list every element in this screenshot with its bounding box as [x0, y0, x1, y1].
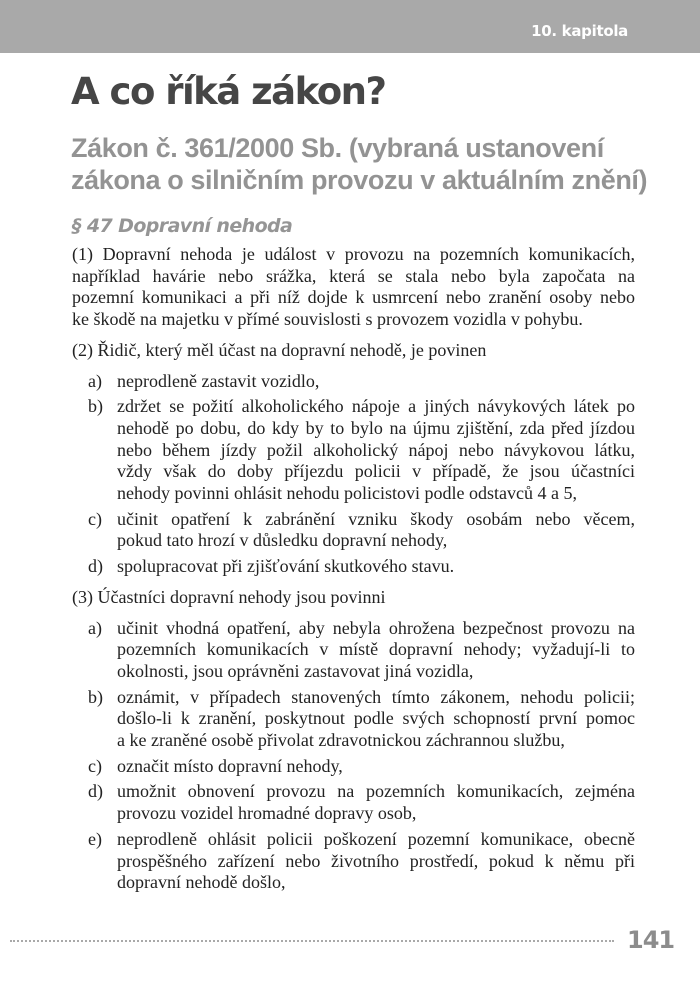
text-line: (3) Účastníci dopravní nehody jsou povinni [72, 586, 386, 607]
page-number: 141 [627, 926, 675, 954]
page-content [71, 70, 681, 898]
text-line: pokud tato hrozí v důsledku dopravní nehody, [117, 530, 448, 551]
text-line: spolupracovat při zjišťování skutkového stavu. [117, 556, 455, 577]
list-item-label: b) [88, 396, 103, 417]
list-item-label: a) [88, 370, 102, 391]
text-line: zdržet se požití alkoholického nápoje a jiných návykových látek po [117, 396, 635, 417]
text-line: oznámit, v případech stanovených tímto zákonem, nehodu policii; [117, 686, 635, 707]
chapter-label: 10. kapitola [531, 22, 628, 40]
text-line: a ke zraněné osobě přivolat zdravotnickou záchrannou službu, [117, 730, 565, 751]
list-item-label: d) [88, 781, 103, 802]
list-item [72, 618, 635, 683]
text-line: ke škodě na majetku v přímé souvislosti s provozem vozidla v pohybu. [72, 309, 583, 330]
text-line: učinit opatření k zabránění vzniku škody osobám nebo věcem, [117, 508, 635, 529]
list-item-label: c) [88, 508, 102, 529]
list-item-label: c) [88, 755, 102, 776]
list-item [72, 829, 635, 894]
list-item [72, 371, 635, 393]
list-item [72, 556, 635, 578]
list-item [72, 396, 635, 505]
paragraph [72, 587, 635, 609]
text-line: prospěšného zařízení nebo životního prostředí, pokud k němu při [117, 850, 635, 871]
text-line: okolnosti, jsou oprávněni zastavovat jiná vozidla, [117, 660, 474, 681]
chapter-header-bar [0, 0, 700, 53]
footer-dotted-divider [10, 940, 614, 942]
page-title: A co říká zákon? [71, 70, 386, 113]
list-item [72, 687, 635, 752]
text-line: došlo-li k zranění, poskytnout podle svých schopností první pomoc [117, 708, 635, 729]
list-item [72, 509, 635, 552]
list-item-label: b) [88, 686, 103, 707]
text-line: nebo během jízdy požil alkoholický nápoj nebo návykovou látku, [117, 439, 635, 460]
text-line: učinit vhodná opatření, aby nebyla ohrožena bezpečnost provozu na [117, 617, 635, 638]
text-line: označit místo dopravní nehody, [117, 755, 343, 776]
text-line: umožnit obnovení provozu na pozemních komunikacích, zejména [117, 781, 635, 802]
section-heading: § 47 Dopravní nehoda [72, 215, 293, 237]
list-item [72, 781, 635, 824]
law-text [72, 244, 635, 894]
text-line: neprodleně zastavit vozidlo, [117, 370, 320, 391]
list-item-label: d) [88, 556, 103, 577]
list-item [72, 756, 635, 778]
paragraph [72, 340, 635, 362]
text-line: (2) Řidič, který měl účast na dopravní nehodě, je povinen [72, 339, 487, 360]
text-line: nehody povinni ohlásit nehodu policistovi podle odstavců 4 a 5, [117, 483, 577, 504]
text-line: pozemních komunikacích v místě dopravní nehody; vyžadují-li to [117, 639, 635, 660]
text-line: pozemní komunikaci a při níž dojde k usmrcení nebo zranění osoby nebo [72, 287, 635, 308]
text-line: (1) Dopravní nehoda je událost v provozu na pozemních komunikacích, [72, 244, 635, 264]
law-subtitle: Zákon č. 361/2000 Sb. (vybraná ustanovení zákona o silničním provozu v aktuálním znění) [71, 133, 648, 195]
text-line: neprodleně ohlásit policii poškození pozemní komunikace, obecně [117, 828, 635, 849]
paragraph [72, 244, 635, 331]
list-item-label: e) [88, 828, 102, 849]
text-line: například havárie nebo srážka, která se stala nebo byla započata na [72, 265, 635, 286]
list-item-label: a) [88, 617, 102, 638]
text-line: nehodě po dobu, do kdy by to bylo na újmu zjištění, zda před jízdou [117, 417, 635, 438]
text-line: dopravní nehodě došlo, [117, 872, 286, 893]
text-line: vždy však do doby příjezdu policii v případě, že jsou účastníci [117, 461, 635, 482]
text-line: provozu vozidel hromadné dopravy osob, [117, 803, 417, 824]
